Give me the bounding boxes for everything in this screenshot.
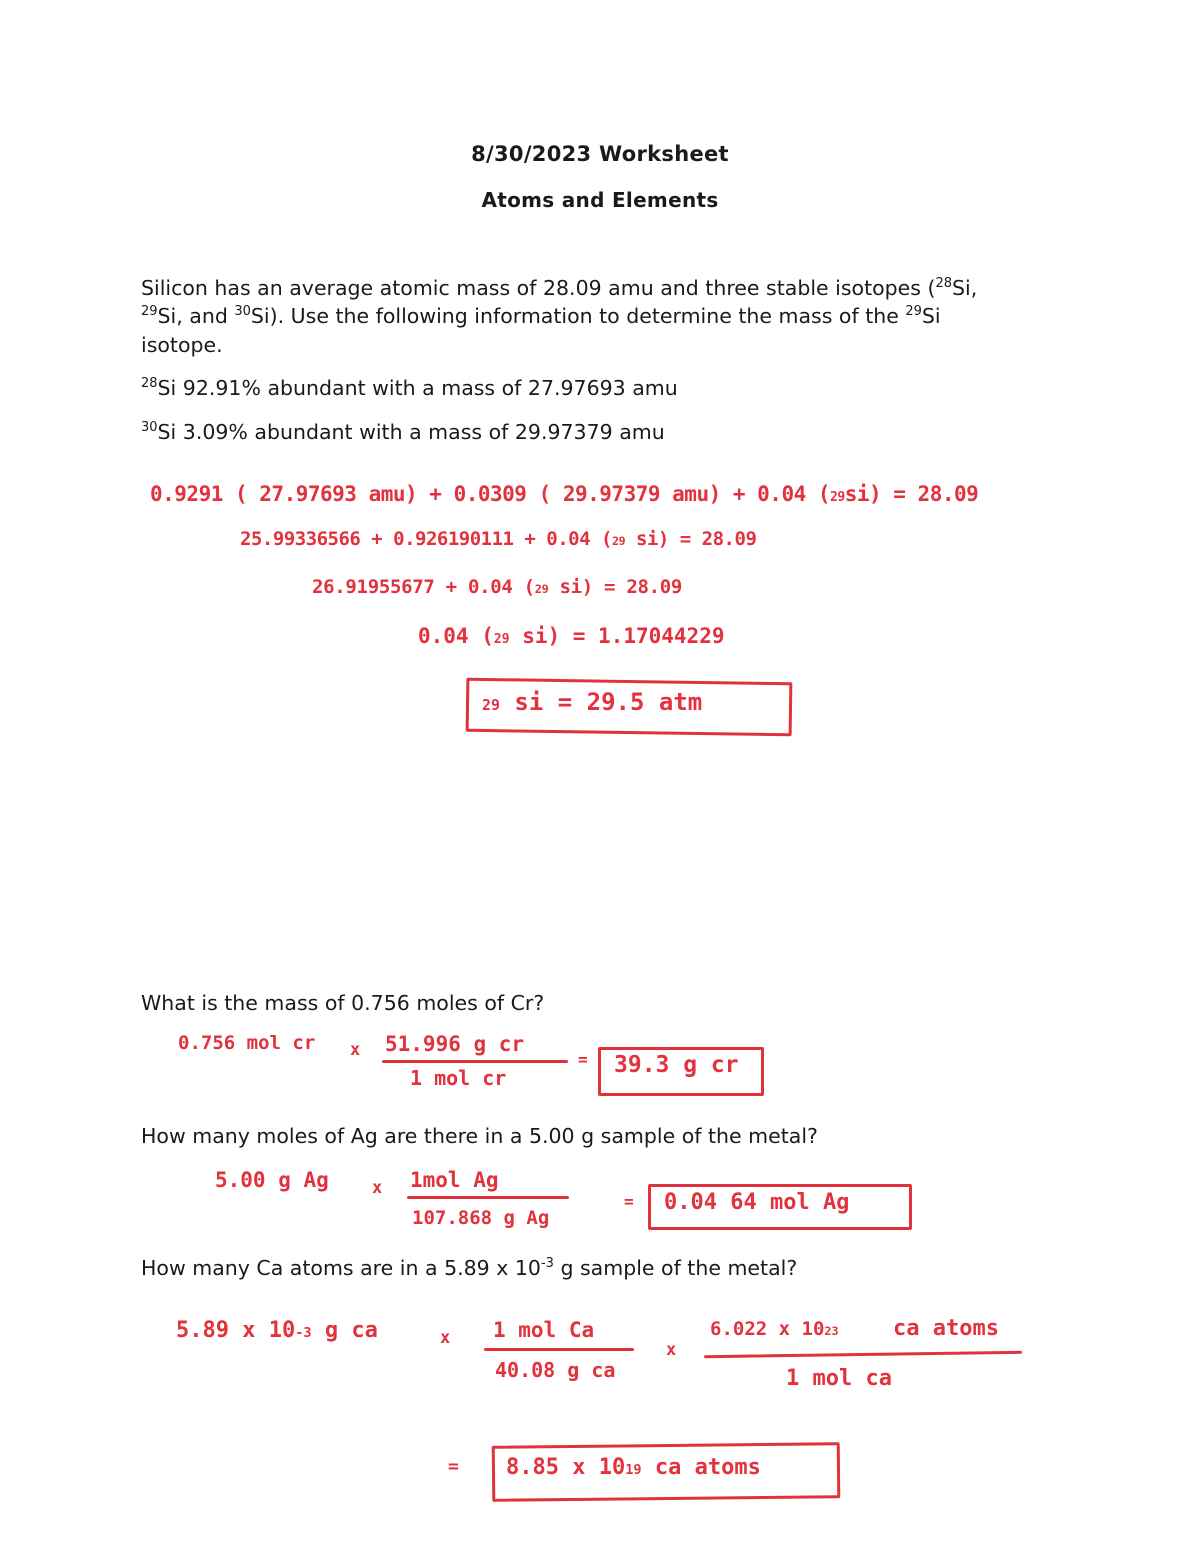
q4-given: 5.89 x $10^{-3}$ g ca [176, 1318, 378, 1343]
page-title: 8/30/2023 Worksheet [471, 142, 729, 166]
q2-answer: 39.3 g cr [614, 1052, 739, 1078]
q4-times-1: x [440, 1328, 451, 1348]
q4-fraction-line-1 [484, 1348, 634, 1351]
q3-times: x [372, 1178, 383, 1198]
q4-denominator-1: 40.08 g ca [495, 1358, 616, 1382]
q4-times-2: x [666, 1340, 677, 1360]
q4-numerator-2: 6.022 x $10^{23}$ [710, 1318, 839, 1340]
q3-fraction-line [407, 1196, 569, 1199]
q1-work-line-1: 0.9291 ( 27.97693 amu) + 0.0309 ( 29.97379 amu) + 0.04 ($^{29}$si) = 28.09 [150, 482, 979, 506]
q2-equals: = [578, 1050, 588, 1069]
q4-denominator-2: 1 mol ca [786, 1366, 892, 1391]
q1-isotope-28: $^{28}$Si 92.91% abundant with a mass of 27.97693 amu [141, 376, 678, 400]
q2-times: x [350, 1040, 361, 1060]
q1-work-line-3: 26.91955677 + 0.04 ($^{29}$ si) = 28.09 [312, 576, 683, 598]
q2-denominator: 1 mol cr [410, 1066, 507, 1090]
q4-answer: 8.85 x $10^{19}$ ca atoms [506, 1455, 761, 1480]
page-subtitle: Atoms and Elements [481, 188, 719, 212]
q2-given: 0.756 mol cr [178, 1032, 316, 1054]
q3-denominator: 107.868 g Ag [412, 1207, 550, 1229]
q4-equals: = [448, 1456, 459, 1477]
q4-fraction-line-2 [704, 1351, 1022, 1358]
q4-question: How many Ca atoms are in a 5.89 x $10^{-3}$ g sample of the metal? [141, 1256, 798, 1280]
q4-numerator-2-unit: ca atoms [893, 1316, 999, 1341]
q1-line-1: Silicon has an average atomic mass of 28.09 amu and three stable isotopes ($^{28}$Si, [141, 276, 978, 300]
q3-numerator: 1mol Ag [410, 1168, 499, 1192]
q1-work-line-2: 25.99336566 + 0.926190111 + 0.04 ($^{29}$ si) = 28.09 [240, 528, 757, 550]
q1-line-2: $^{29}$Si, and $^{30}$Si). Use the following information to determine the mass of the $^{29}$Si [141, 304, 941, 328]
q3-question: How many moles of Ag are there in a 5.00 g sample of the metal? [141, 1124, 818, 1148]
q2-question: What is the mass of 0.756 moles of Cr? [141, 991, 545, 1015]
q1-isotope-30: $^{30}$Si 3.09% abundant with a mass of 29.97379 amu [141, 420, 665, 444]
q1-answer: $^{29}$ si = 29.5 atm [482, 688, 703, 716]
q4-numerator-1: 1 mol Ca [493, 1318, 595, 1342]
q2-fraction-line [382, 1060, 568, 1063]
q3-equals: = [624, 1192, 634, 1211]
q1-line-3: isotope. [141, 333, 223, 357]
q1-work-line-4: 0.04 ($^{29}$ si) = 1.17044229 [418, 624, 725, 648]
q3-given: 5.00 g Ag [215, 1168, 329, 1192]
q3-answer: 0.04 64 mol Ag [664, 1190, 850, 1215]
q2-numerator: 51.996 g cr [385, 1032, 525, 1056]
